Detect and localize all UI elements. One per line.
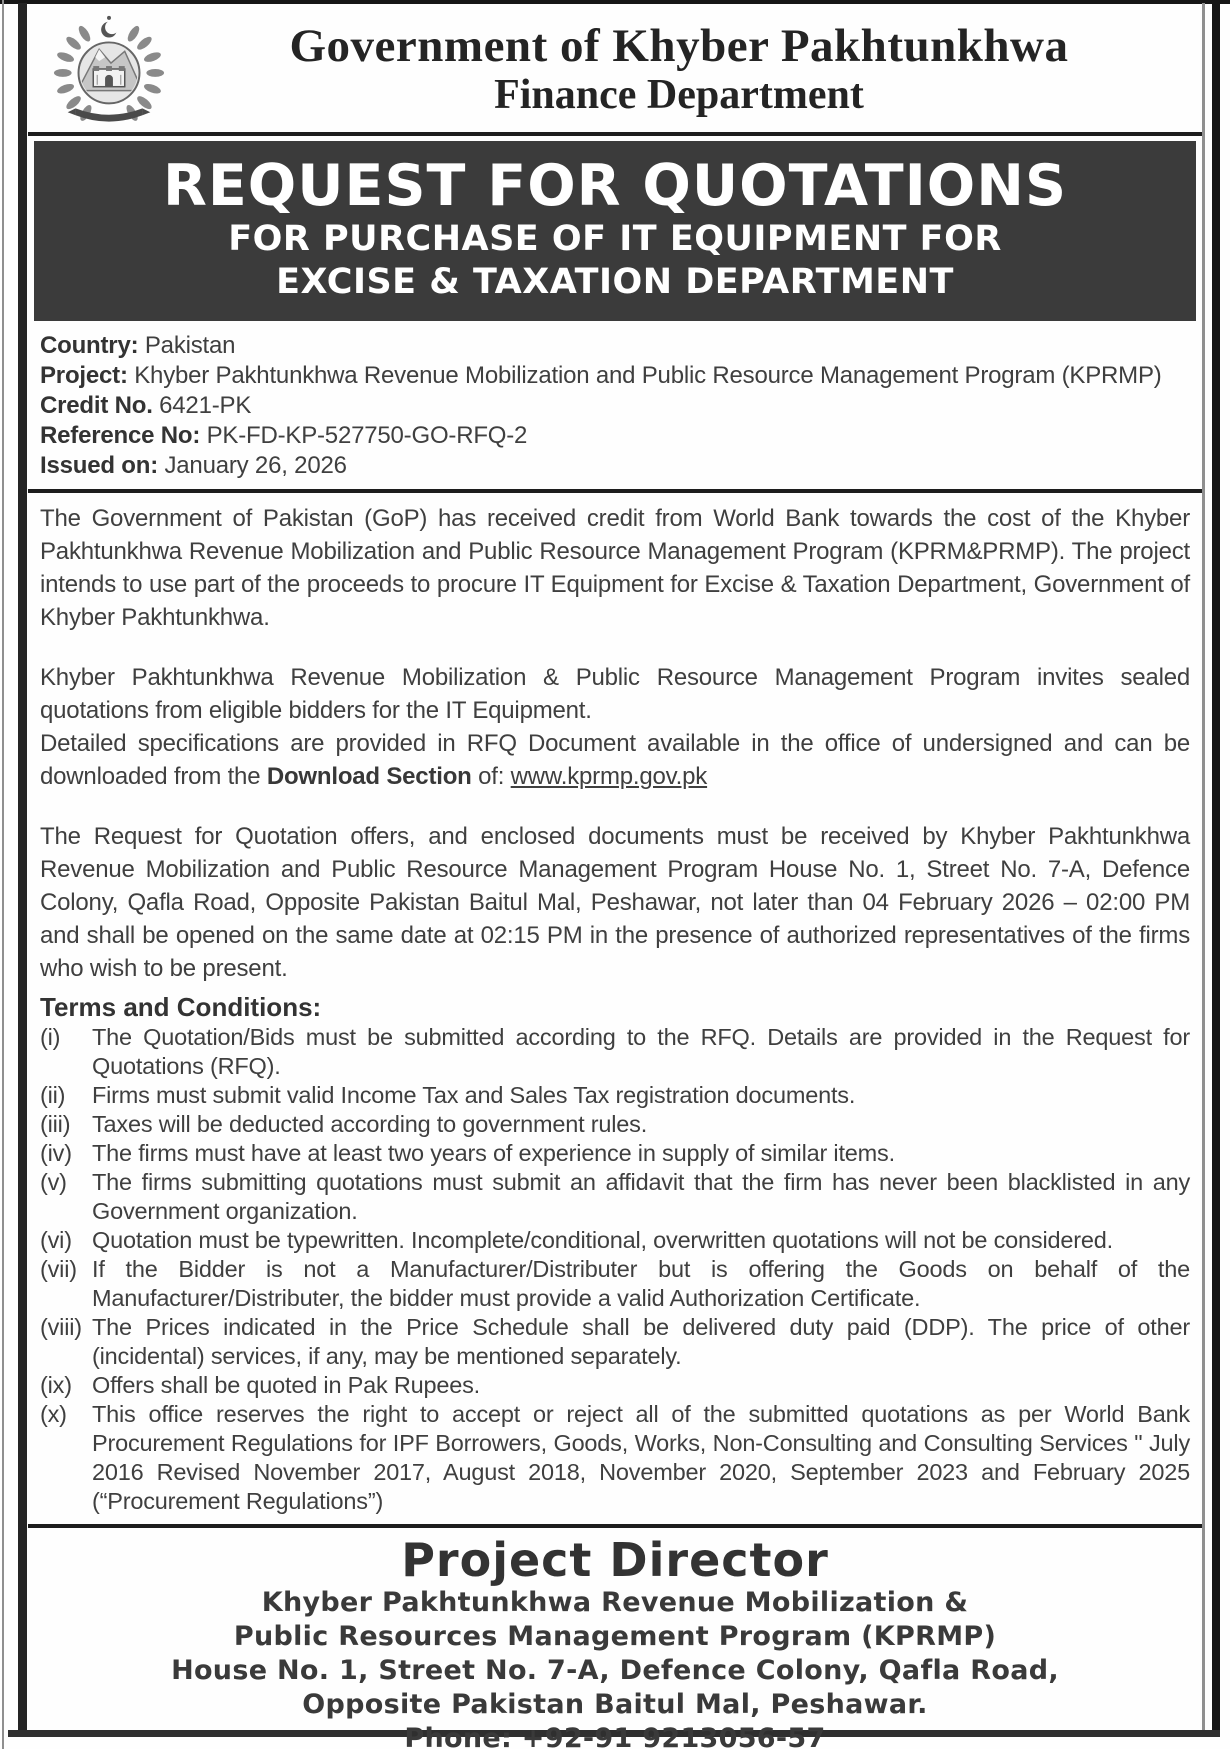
credit-value: 6421-PK (159, 392, 252, 420)
term-number: (ix) (40, 1372, 72, 1399)
term-text: Firms must submit valid Income Tax and Sales Tax registration documents. (92, 1082, 856, 1109)
paragraph-credit-intro: The Government of Pakistan (GoP) has received credit from World Bank towards the cost of the Khyber Pakhtunkhwa Revenue Mobilization and Public Resource Management Program (KPRM&PRMP). The project intends to use part of the proceeds to procure IT Equipment for Excise & Taxation Department, Government of Khyber Pakhtunkhwa. (40, 505, 1190, 632)
paragraph-invitation: Khyber Pakhtunkhwa Revenue Mobilization & Public Resource Management Program invites sealed quotations from eligible bidders for the IT Equipment. (40, 664, 1190, 725)
meta-credit-no (40, 391, 1190, 421)
project-label: Project: (40, 362, 128, 390)
term-number: (iv) (40, 1140, 72, 1167)
khyber-pakhtunkhwa-emblem-icon (50, 10, 168, 128)
term-text: Offers shall be quoted in Pak Rupees. (92, 1372, 480, 1399)
term-item-iii (40, 1110, 1190, 1139)
term-number: (vii) (40, 1256, 77, 1283)
issued-label: Issued on: (40, 452, 159, 480)
rfq-title-banner (34, 141, 1196, 321)
term-number: (vi) (40, 1227, 72, 1254)
term-item-vi (40, 1226, 1190, 1255)
meta-project (40, 361, 1190, 391)
term-item-ii (40, 1081, 1190, 1110)
footer-divider-rule (28, 1524, 1202, 1528)
term-text: The firms must have at least two years of experience in supply of similar items. (92, 1140, 895, 1167)
banner-title: REQUEST FOR QUOTATIONS (162, 153, 1068, 219)
meta-issued-on (40, 451, 1190, 481)
term-number: (v) (40, 1169, 67, 1196)
specs-text: Detailed specifications are provided in RFQ Document available in the office of undersigned and can be downloaded from the (40, 730, 1190, 791)
term-number: (i) (40, 1024, 61, 1051)
term-item-x (40, 1400, 1190, 1516)
term-item-i (40, 1023, 1190, 1081)
tender-meta (40, 331, 1190, 481)
department-name: Finance Department (494, 72, 864, 119)
page-border-left-thick (18, 3, 27, 1735)
paragraph-specifications (40, 727, 1190, 793)
document-header (40, 4, 1190, 132)
issued-value: January 26, 2026 (164, 452, 347, 480)
meta-reference-no (40, 421, 1190, 451)
specs-of-text: of: (471, 763, 511, 791)
term-text: Taxes will be deducted according to government rules. (92, 1111, 648, 1138)
term-number: (x) (40, 1401, 67, 1428)
page-content (40, 4, 1190, 1749)
banner-subtitle-1: FOR PURCHASE OF IT EQUIPMENT FOR (228, 218, 1002, 259)
term-text: Quotation must be typewritten. Incomplete/conditional, overwritten quotations will not be considered. (92, 1227, 1113, 1254)
footer-org-line-1: Khyber Pakhtunkhwa Revenue Mobilization & (261, 1587, 969, 1619)
term-text: If the Bidder is not a Manufacturer/Distributer but is offering the Goods on behalf of the Manufacturer/Distributer, the bidder must provide a valid Authorization Certificate. (92, 1256, 1190, 1312)
government-name: Government of Khyber Pakhtunkhwa (289, 19, 1069, 72)
page-border-right-thick (1212, 0, 1220, 1737)
terms-list (40, 1023, 1190, 1516)
download-section-label: Download Section (266, 763, 472, 791)
footer-title: Project Director (401, 1533, 829, 1588)
website-link: www.kprmp.gov.pk (510, 763, 708, 791)
header-titles (168, 20, 1190, 119)
term-number: (iii) (40, 1111, 71, 1138)
term-item-iv (40, 1139, 1190, 1168)
term-text: This office reserves the right to accept or reject all of the submitted quotations as per World Bank Procurement Regulations for IPF Borrowers, Goods, Works, Non-Consulting and Consulting Services " July 2016 Revised November 2017, August 2018, November 2020, September 2023 and February 2025 (“Procurement Regulations”) (92, 1401, 1190, 1515)
header-divider-rule (28, 132, 1202, 136)
term-item-v (40, 1168, 1190, 1226)
term-item-viii (40, 1313, 1190, 1371)
reference-value: PK-FD-KP-527750-GO-RFQ-2 (206, 422, 528, 450)
meta-divider-rule (28, 489, 1202, 493)
document-footer (40, 1534, 1190, 1749)
reference-label: Reference No: (40, 422, 201, 450)
meta-country (40, 331, 1190, 361)
footer-address-line-2: Opposite Pakistan Baitul Mal, Peshawar. (302, 1689, 928, 1721)
credit-label: Credit No. (40, 392, 153, 420)
term-item-vii (40, 1255, 1190, 1313)
term-number: (viii) (40, 1314, 82, 1341)
terms-heading: Terms and Conditions: (40, 992, 322, 1023)
term-number: (ii) (40, 1082, 66, 1109)
footer-address-line-1: House No. 1, Street No. 7-A, Defence Colony, Qafla Road, (171, 1655, 1059, 1687)
project-value: Khyber Pakhtunkhwa Revenue Mobilization and Public Resource Management Program (KPRMP) (134, 362, 1162, 390)
term-text: The Quotation/Bids must be submitted according to the RFQ. Details are provided in the Request for Quotations (RFQ). (92, 1024, 1190, 1080)
country-label: Country: (40, 332, 139, 360)
term-item-ix (40, 1371, 1190, 1400)
footer-phone: Phone: +92-91 9213056-57 (404, 1723, 826, 1749)
term-text: The Prices indicated in the Price Schedule shall be delivered duty paid (DDP). The price of other (incidental) services, if any, may be mentioned separately. (92, 1314, 1190, 1370)
footer-org-line-2: Public Resources Management Program (KPRMP) (233, 1621, 997, 1653)
page-border-right-thin (1202, 3, 1205, 1735)
paragraph-submission-deadline: The Request for Quotation offers, and enclosed documents must be received by Khyber Pakhtunkhwa Revenue Mobilization and Public Resource Management Program House No. 1, Street No. 7-A, Defence Colony, Qafla Road, Opposite Pakistan Baitul Mal, Peshawar, not later than 04 February 2026 – 02:00 PM and shall be opened on the same date at 02:15 PM in the presence of authorized representatives of the firms who wish to be present. (40, 823, 1190, 983)
term-text: The firms submitting quotations must submit an affidavit that the firm has never been blacklisted in any Government organization. (92, 1169, 1190, 1225)
page-border-left-thin (2, 0, 4, 1749)
country-value: Pakistan (144, 332, 236, 360)
banner-subtitle-2: EXCISE & TAXATION DEPARTMENT (276, 262, 954, 303)
